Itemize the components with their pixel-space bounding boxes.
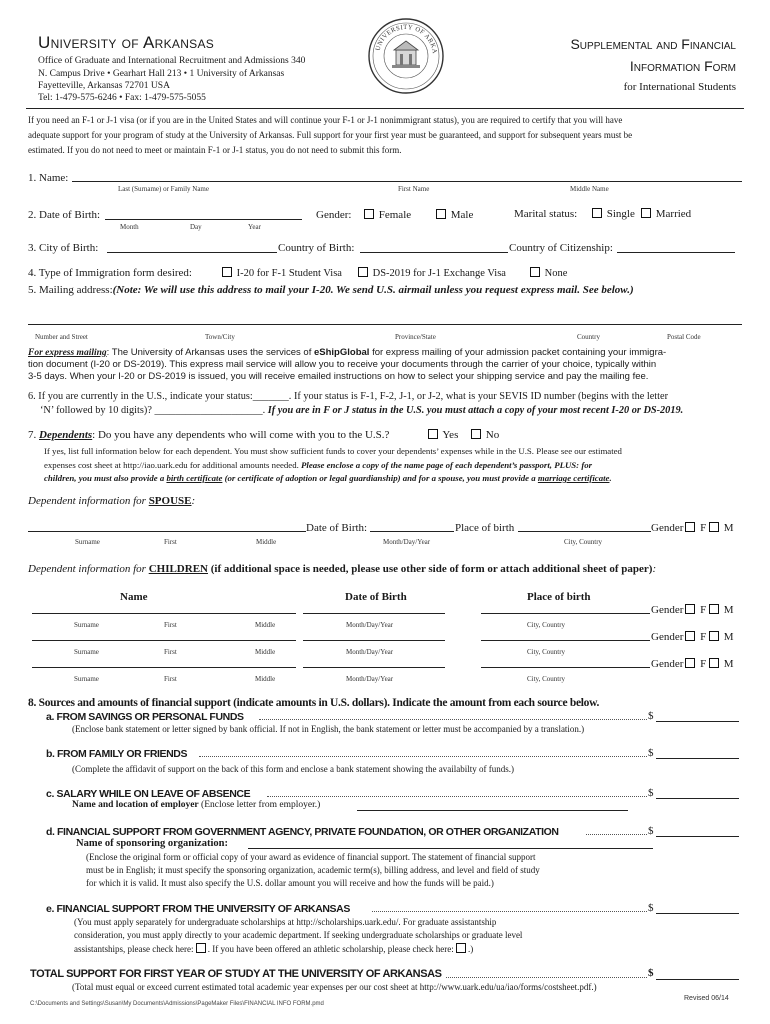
- single-option[interactable]: [592, 208, 635, 220]
- country-of-birth-field[interactable]: [360, 252, 508, 253]
- sponsor-amount-field[interactable]: [656, 836, 739, 837]
- athletic-checkbox[interactable]: [456, 943, 466, 953]
- spouse-cap-middle: Middle: [256, 538, 277, 546]
- university-support-dots: [372, 911, 647, 912]
- savings-dollar: $: [648, 710, 654, 722]
- dependents-number: 7.: [28, 429, 37, 441]
- spouse-m-checkbox[interactable]: [709, 522, 719, 532]
- family-dollar: $: [648, 747, 654, 759]
- child-1-cap-surname: Surname: [74, 621, 99, 629]
- male-label: Male: [450, 209, 474, 221]
- office-line-3: Fayetteville, Arkansas 72701 USA: [38, 81, 170, 91]
- child-1-m-checkbox[interactable]: [709, 604, 719, 614]
- child-2-gender-label: Gender: [651, 631, 684, 643]
- intro-line-3: estimated. If you do not need to meet or maintain F-1 or J-1 status, you do not need to submit this form.: [28, 145, 402, 155]
- university-support-label: e. FINANCIAL SUPPORT FROM THE UNIVERSITY OF ARKANSAS: [46, 903, 350, 915]
- spouse-pob-field[interactable]: [518, 531, 651, 532]
- child-3-f-checkbox[interactable]: [685, 658, 695, 668]
- child-3-cap-middle: Middle: [255, 675, 276, 683]
- child-3-dob-field[interactable]: [303, 667, 445, 668]
- mailing-address-note: (Note: We will use this address to mail your I-20. We send U.S. airmail unless you request express mail. See below.): [112, 284, 634, 296]
- child-3-m-checkbox[interactable]: [709, 658, 719, 668]
- i20-label: I-20 for F-1 Student Visa: [236, 268, 342, 279]
- child-2-pob-field[interactable]: [481, 640, 650, 641]
- ds2019-option[interactable]: [358, 267, 506, 279]
- i20-option[interactable]: [222, 267, 342, 279]
- children-intro: [28, 563, 656, 575]
- express-text-1: : The University of Arkansas uses the services of: [106, 347, 314, 358]
- spouse-dob-field[interactable]: [370, 531, 454, 532]
- name-field[interactable]: [72, 181, 742, 182]
- express-mailing-line-2: tion document (I-20 or DS-2019). This express mail service will allow you to receive your documents through the carrier of your choice, typically within: [28, 359, 657, 370]
- salary-amount-field[interactable]: [656, 798, 739, 799]
- child-1-cap-dob: Month/Day/Year: [346, 621, 394, 629]
- city-of-birth-field[interactable]: [107, 252, 277, 253]
- family-dots: [199, 756, 647, 757]
- dependents-info-3e: .: [609, 473, 612, 483]
- spouse-cap-city: City, Country: [564, 538, 603, 546]
- child-3-f-label: F: [700, 658, 707, 670]
- spouse-f-label: F: [700, 522, 707, 534]
- spouse-gender: [651, 522, 734, 534]
- savings-amount-field[interactable]: [656, 721, 739, 722]
- family-amount-field[interactable]: [656, 758, 739, 759]
- employer-line: [72, 800, 320, 810]
- single-label: Single: [606, 208, 635, 220]
- spouse-cap-first: First: [164, 538, 177, 546]
- gender-male-option[interactable]: [436, 209, 473, 221]
- spouse-cap-surname: Surname: [75, 538, 100, 546]
- university-support-amount-field[interactable]: [656, 913, 739, 914]
- caption-postal: Postal Code: [667, 333, 701, 341]
- child-3-name-field[interactable]: [32, 667, 296, 668]
- file-path: C:\Documents and Settings\Susan\My Documents\Admissions\PageMaker Files\FINANCIAL INFO FORM.pmd: [30, 1001, 324, 1007]
- child-1-gender: [651, 604, 734, 616]
- male-checkbox[interactable]: [436, 209, 446, 219]
- sponsor-dots: [586, 834, 647, 835]
- gender-label: Gender:: [316, 209, 352, 221]
- caption-town: Town/City: [205, 333, 235, 341]
- spouse-cap-dob: Month/Day/Year: [383, 538, 431, 546]
- total-dots: [446, 977, 647, 978]
- child-2-cap-first: First: [164, 648, 177, 656]
- university-note-1: (You must apply separately for undergraduate scholarships at http://scholarships.uark.edu/. For graduate assistantship: [74, 917, 497, 927]
- citizenship-label: Country of Citizenship:: [509, 242, 613, 254]
- express-brand: eShipGlobal: [314, 347, 370, 358]
- married-checkbox[interactable]: [641, 208, 651, 218]
- form-title-2: Information Form: [629, 58, 736, 74]
- spouse-intro-bold: SPOUSE: [148, 495, 192, 507]
- intro-line-2: adequate support for your program of study at the University of Arkansas. Full support for your first year must be guaranteed, and support for subsequent years must be: [28, 130, 633, 140]
- caption-street: Number and Street: [35, 333, 88, 341]
- status-line-1: 6. If you are currently in the U.S., indicate your status:_______. If your status is F-1, F-2, J-1, or J-2, what is your SEVIS ID number (begins with the letter: [28, 391, 669, 402]
- child-2-m-checkbox[interactable]: [709, 631, 719, 641]
- dependents-info-3a: children, you must also provide a: [44, 473, 167, 483]
- office-line-4: Tel: 1-479-575-6246 • Fax: 1-479-575-5055: [38, 93, 206, 103]
- female-label: Female: [378, 209, 412, 221]
- child-1-m-label: M: [723, 604, 734, 616]
- citizenship-field[interactable]: [617, 252, 735, 253]
- child-1-f-checkbox[interactable]: [685, 604, 695, 614]
- dependents-title: Dependents: [39, 429, 93, 441]
- university-name: University of Arkansas: [38, 33, 215, 52]
- child-2-f-label: F: [700, 631, 707, 643]
- dependents-info-3: [44, 473, 612, 483]
- caption-country: Country: [577, 333, 600, 341]
- form-subtitle: for International Students: [623, 81, 736, 93]
- caption-last-name: Last (Surname) or Family Name: [118, 185, 209, 193]
- child-3-gender: [651, 658, 734, 670]
- mailing-address-text: 5. Mailing address:: [28, 284, 113, 296]
- salary-dollar: $: [648, 787, 654, 799]
- child-2-f-checkbox[interactable]: [685, 631, 695, 641]
- children-intro-rest: (if additional space is needed, please use other side of form or attach additional sheet of paper): [207, 563, 653, 575]
- child-3-cap-dob: Month/Day/Year: [346, 675, 394, 683]
- child-2-cap-surname: Surname: [74, 648, 99, 656]
- financial-heading: 8. Sources and amounts of financial support (indicate amounts in U.S. dollars). Indicate the amount from each source below.: [28, 697, 600, 709]
- single-checkbox[interactable]: [592, 208, 602, 218]
- caption-year: Year: [248, 223, 261, 231]
- total-amount-field[interactable]: [656, 979, 739, 980]
- status-instruction: If you are in F or J status in the U.S. you must attach a copy of your most recent I-20 or DS-2019.: [267, 405, 684, 416]
- sponsor-label: d. FINANCIAL SUPPORT FROM GOVERNMENT AGENCY, PRIVATE FOUNDATION, OR OTHER ORGANIZATION: [46, 826, 559, 838]
- dependents-yes-option[interactable]: [428, 429, 458, 441]
- employer-field[interactable]: [357, 810, 628, 811]
- spouse-f-checkbox[interactable]: [685, 522, 695, 532]
- child-3-gender-label: Gender: [651, 658, 684, 670]
- child-3-cap-first: First: [164, 675, 177, 683]
- sponsor-note-3: for which it is valid. It must also specify the U.S. dollar amount you will receive and how the funds will be paid.): [86, 878, 494, 888]
- children-intro-bold: CHILDREN: [148, 563, 208, 575]
- assistantship-checkbox[interactable]: [196, 943, 206, 953]
- status-line-2: [40, 405, 683, 416]
- dependents-question: [28, 429, 389, 441]
- spouse-intro: [28, 495, 195, 507]
- ds2019-checkbox[interactable]: [358, 267, 368, 277]
- gender-female-option[interactable]: [364, 209, 411, 221]
- children-intro-end: :: [652, 563, 657, 575]
- dependents-yes-label: Yes: [442, 429, 459, 441]
- sponsor-org-field[interactable]: [248, 848, 653, 849]
- dependents-info-1: If yes, list full information below for each dependent. You must show sufficient funds to cover your dependents’ expenses while in the U.S. Please see our estimated: [44, 446, 622, 456]
- children-col-dob: Date of Birth: [345, 591, 407, 603]
- sponsor-dollar: $: [648, 825, 654, 837]
- express-mailing-line-1: [28, 347, 666, 358]
- children-col-name: Name: [120, 591, 148, 603]
- dependents-info-2: [44, 460, 592, 470]
- caption-middle-name: Middle Name: [570, 185, 609, 193]
- caption-first-name: First Name: [398, 185, 430, 193]
- university-support-dollar: $: [648, 902, 654, 914]
- dependents-no-checkbox[interactable]: [471, 429, 481, 439]
- sponsor-note-2: must be in English; it must specify the sponsoring organization, academic term(s), billing address, and level and field of study: [86, 865, 540, 875]
- child-1-cap-first: First: [164, 621, 177, 629]
- child-1-cap-middle: Middle: [255, 621, 276, 629]
- child-2-m-label: M: [723, 631, 734, 643]
- country-of-birth-label: Country of Birth:: [278, 242, 355, 254]
- employer-note: (Enclose letter from employer.): [198, 800, 321, 810]
- express-mailing-line-3: 3-5 days. When your I-20 or DS-2019 is issued, you will receive emailed instructions on how to select your shipping service and pay the mailing fee.: [28, 371, 649, 382]
- savings-dots: [259, 719, 647, 720]
- salary-dots: [267, 796, 647, 797]
- spouse-intro-text: Dependent information for: [28, 495, 149, 507]
- spouse-m-label: M: [723, 522, 734, 534]
- dependents-no-label: No: [485, 429, 500, 441]
- none-label: None: [544, 268, 568, 279]
- spouse-pob-label: Place of birth: [455, 522, 515, 534]
- birth-certificate-text: birth certificate: [166, 473, 223, 483]
- university-note-2: consideration, you must apply directly to your academic department. If seeking undergraduate scholarships or graduate level: [74, 930, 523, 940]
- form-title-1: Supplemental and Financial: [570, 36, 736, 52]
- express-text-1b: for express mailing of your admission packet containing your immigra-: [369, 347, 667, 358]
- dependents-info-3c: (or certificate of adoption or legal guardianship) and for a spouse, you must provide a: [222, 473, 538, 483]
- child-2-cap-dob: Month/Day/Year: [346, 648, 394, 656]
- dob-label: 2. Date of Birth:: [28, 209, 101, 221]
- family-note: (Complete the affidavit of support on the back of this form and enclose a bank statement showing the availabilty of funds.): [72, 764, 514, 774]
- dependents-no-option[interactable]: [471, 429, 499, 441]
- intro-line-1: If you need an F-1 or J-1 visa (or if you are in the United States and will continue your F-1 or J-1 nonimmigrant status), you are required to certify that you will have: [28, 115, 623, 125]
- none-checkbox[interactable]: [530, 267, 540, 277]
- child-1-gender-label: Gender: [651, 604, 684, 616]
- married-option[interactable]: [641, 208, 691, 220]
- children-col-pob: Place of birth: [527, 591, 591, 603]
- salary-label: c. SALARY WHILE ON LEAVE OF ABSENCE: [46, 788, 251, 800]
- children-intro-text: Dependent information for: [28, 563, 149, 575]
- child-2-cap-middle: Middle: [255, 648, 276, 656]
- spouse-gender-label: Gender: [651, 522, 684, 534]
- child-3-cap-city: City, Country: [527, 675, 566, 683]
- revised-date: Revised 06/14: [684, 995, 729, 1002]
- university-note-3b: . If you have been offered an athletic scholarship, please check here:: [207, 944, 454, 954]
- caption-day: Day: [190, 223, 202, 231]
- dob-field[interactable]: [105, 219, 302, 220]
- child-3-pob-field[interactable]: [481, 667, 650, 668]
- spouse-name-field[interactable]: [28, 531, 306, 532]
- child-1-dob-field[interactable]: [303, 613, 445, 614]
- name-label: 1. Name:: [28, 172, 69, 184]
- mailing-address-label: [28, 284, 634, 296]
- child-2-dob-field[interactable]: [303, 640, 445, 641]
- immigration-form-label: 4. Type of Immigration form desired:: [28, 267, 192, 279]
- none-option[interactable]: [530, 267, 567, 279]
- ds2019-label: DS-2019 for J-1 Exchange Visa: [372, 268, 506, 279]
- marriage-certificate-text: marriage certificate: [537, 473, 610, 483]
- child-1-cap-city: City, Country: [527, 621, 566, 629]
- married-label: Married: [655, 208, 692, 220]
- savings-label: a. FROM SAVINGS OR PERSONAL FUNDS: [46, 711, 244, 723]
- university-note-3c: .): [467, 944, 474, 954]
- sponsor-note-1: (Enclose the original form or official copy of your award as evidence of financial support. The statement of financial support: [86, 852, 536, 862]
- dependents-info-2b: Please enclose a copy of the name page of each dependent’s passport, PLUS: for: [301, 460, 593, 470]
- child-3-cap-surname: Surname: [74, 675, 99, 683]
- university-note-3: [74, 943, 473, 954]
- caption-province: Province/State: [395, 333, 436, 341]
- total-dollar: $: [648, 967, 654, 979]
- dependents-yes-checkbox[interactable]: [428, 429, 438, 439]
- dependents-question-text: : Do you have any dependents who will come with you to the U.S.?: [92, 429, 390, 441]
- spouse-intro-end: :: [191, 495, 196, 507]
- university-note-3a: assistantships, please check here:: [74, 944, 194, 954]
- marital-label: Marital status:: [514, 208, 578, 220]
- mailing-address-field[interactable]: [28, 324, 742, 325]
- sevis-question: ‘N’ followed by 10 digits)? _____________________.: [40, 405, 266, 416]
- university-seal: [367, 17, 445, 95]
- savings-note: (Enclose bank statement or letter signed by bank official. If not in English, the bank statement or letter must be accompanied by a translation.): [72, 724, 585, 734]
- total-note: (Total must equal or exceed current estimated total academic year expenses per our cost sheet at http://www.uark.edu/ua/iao/forms/costsheet.pdf.): [72, 982, 597, 992]
- total-label: TOTAL SUPPORT FOR FIRST YEAR OF STUDY AT THE UNIVERSITY OF ARKANSAS: [30, 968, 442, 980]
- city-of-birth-label: 3. City of Birth:: [28, 242, 99, 254]
- child-1-name-field[interactable]: [32, 613, 296, 614]
- child-3-m-label: M: [723, 658, 734, 670]
- seal-icon: [367, 17, 445, 95]
- child-2-cap-city: City, Country: [527, 648, 566, 656]
- spouse-dob-label: Date of Birth:: [306, 522, 368, 534]
- header-divider: [26, 108, 744, 109]
- dependents-info-2a: expenses cost sheet at http://iao.uark.edu for additional amounts needed.: [44, 460, 301, 470]
- svg-text:UNIVERSITY OF ARKANSAS: UNIVERSITY OF ARKA: [374, 23, 438, 55]
- female-checkbox[interactable]: [364, 209, 374, 219]
- sponsor-org-label: Name of sponsoring organization:: [76, 838, 228, 849]
- office-line-1: Office of Graduate and International Recruitment and Admissions 340: [38, 56, 306, 66]
- caption-month: Month: [120, 223, 139, 231]
- employer-label: Name and location of employer: [72, 800, 199, 810]
- child-2-gender: [651, 631, 734, 643]
- child-1-f-label: F: [700, 604, 707, 616]
- i20-checkbox[interactable]: [222, 267, 232, 277]
- express-heading: For express mailing: [28, 348, 107, 358]
- family-label: b. FROM FAMILY OR FRIENDS: [46, 748, 188, 760]
- child-1-pob-field[interactable]: [481, 613, 650, 614]
- child-2-name-field[interactable]: [32, 640, 296, 641]
- office-line-2: N. Campus Drive • Gearhart Hall 213 • 1 University of Arkansas: [38, 69, 285, 79]
